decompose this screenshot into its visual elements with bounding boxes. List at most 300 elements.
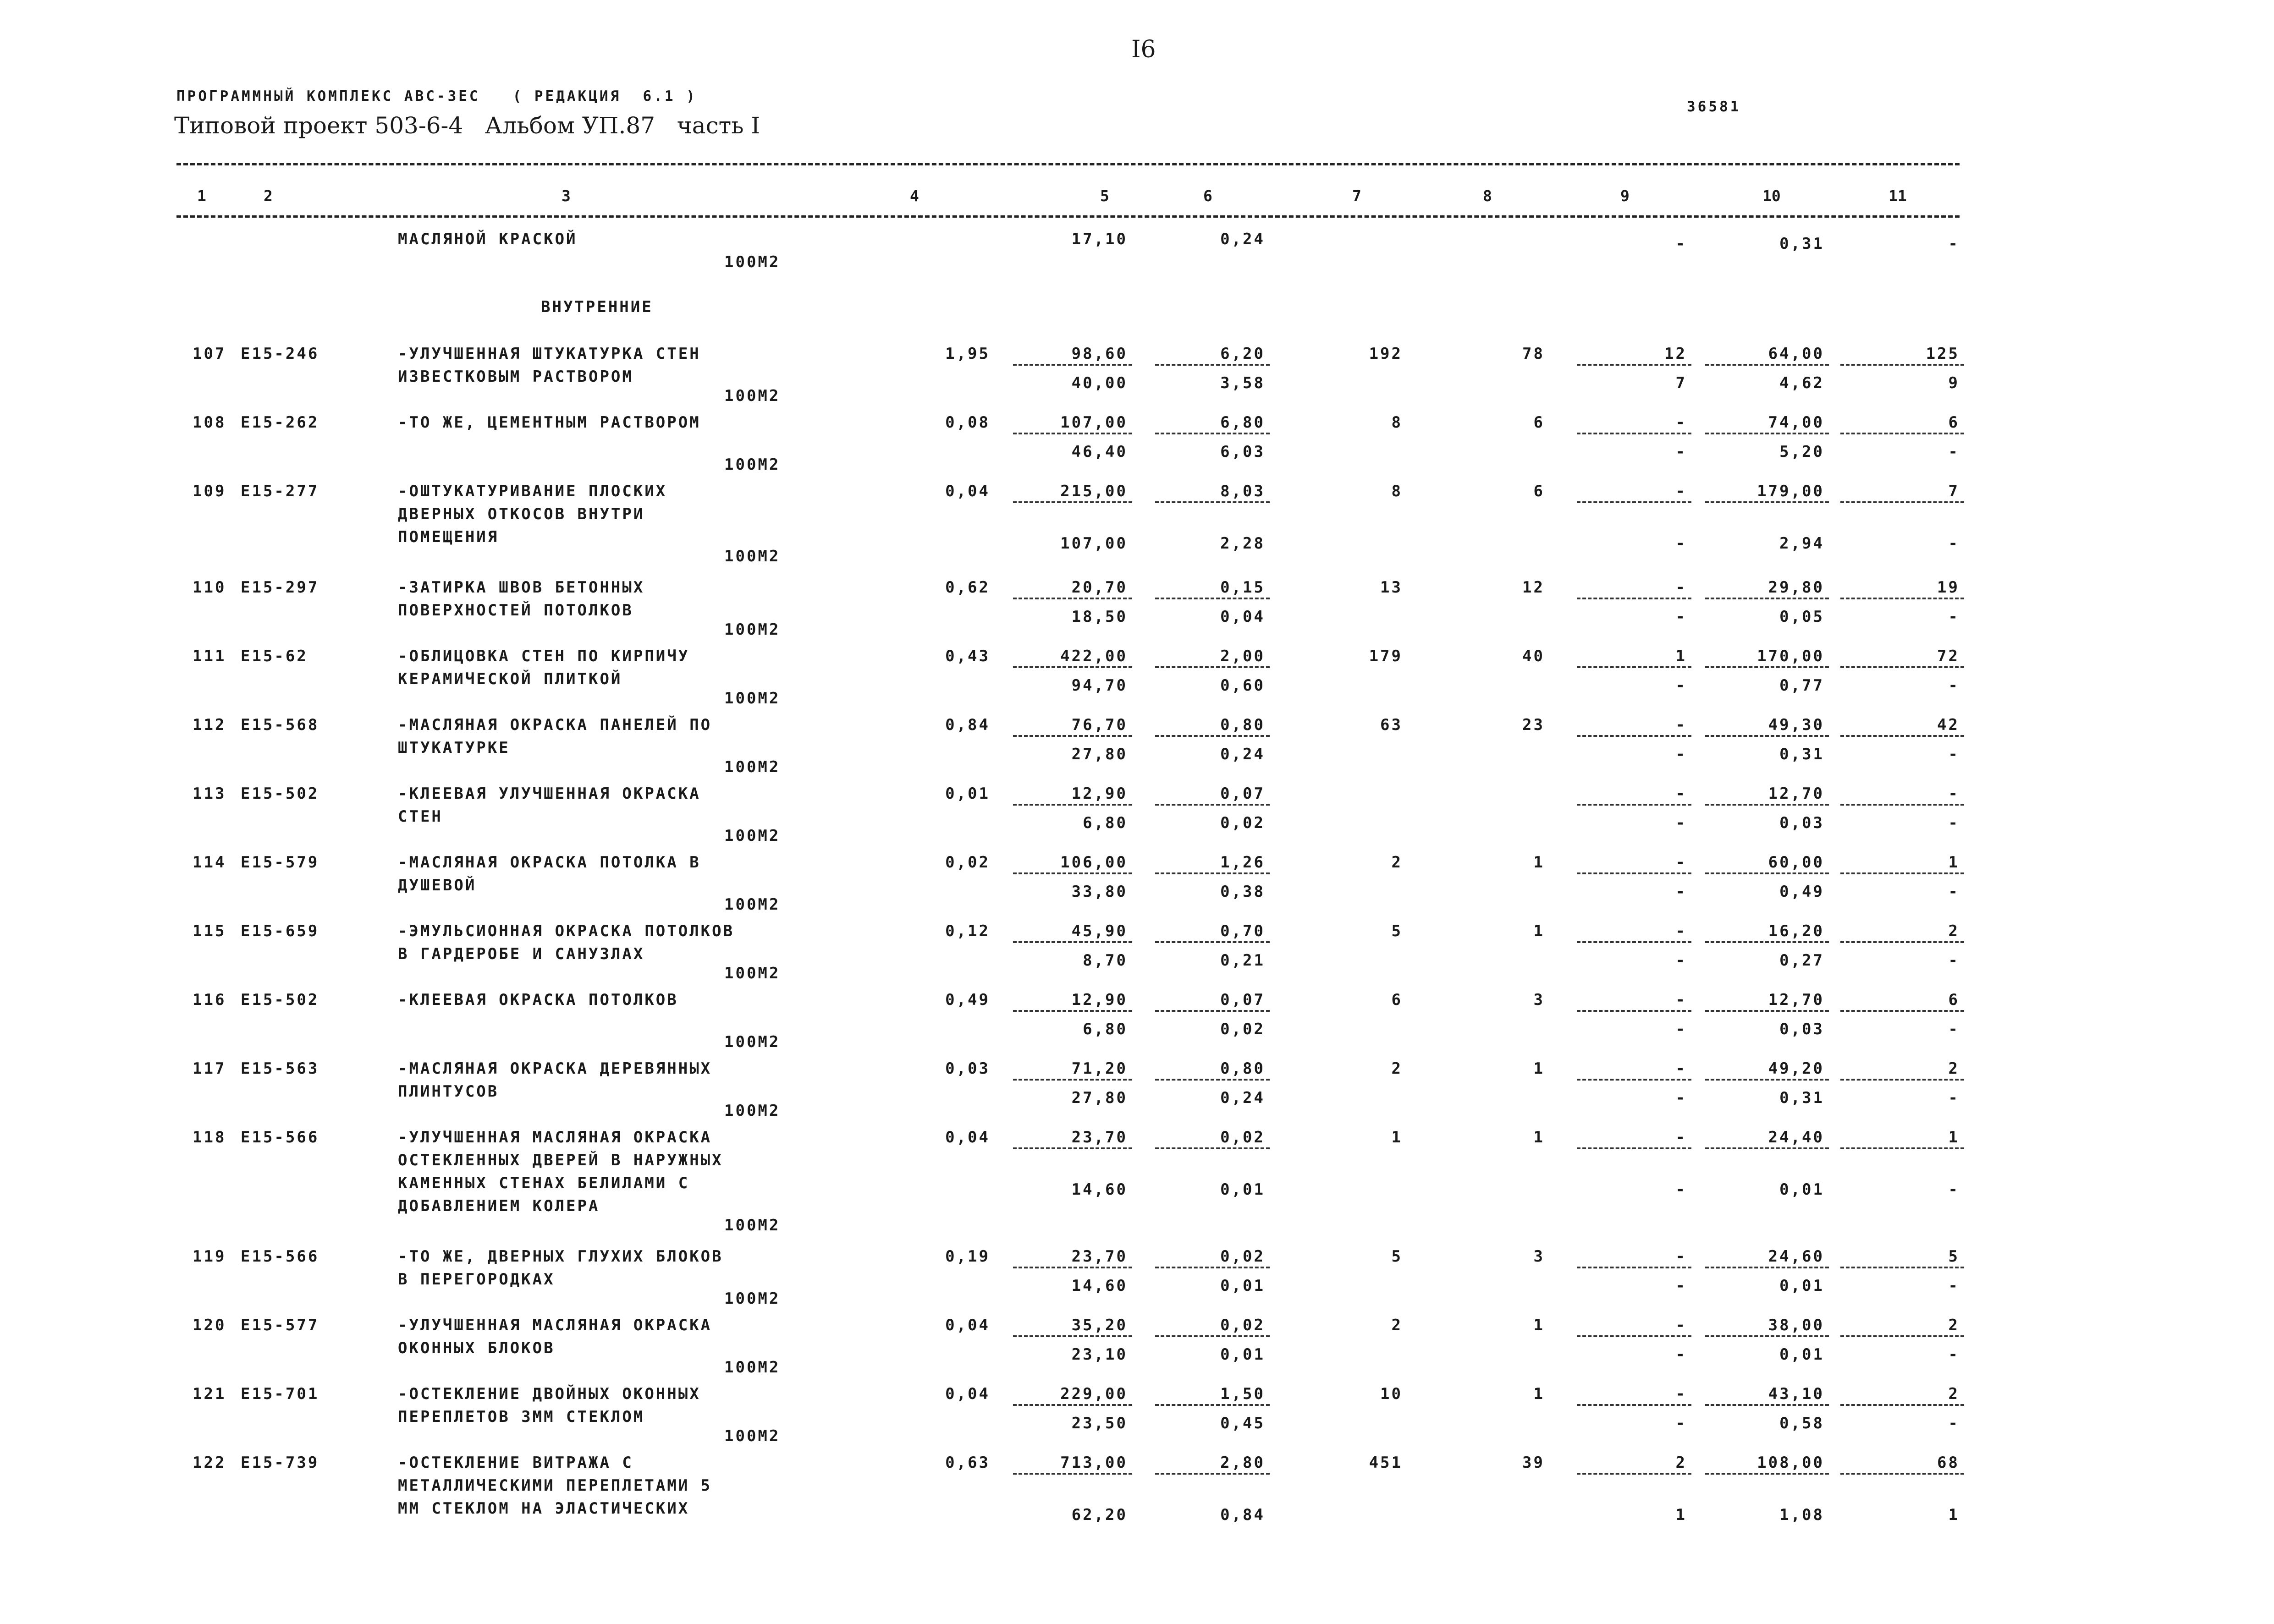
value-col11: - [1948, 235, 1960, 253]
value-col10: 170,00 [1757, 647, 1824, 665]
value-col7: 5 [1391, 922, 1403, 940]
cost-wage-secondary: 0,60 [1220, 676, 1265, 695]
subtotal-separator [1840, 941, 1964, 943]
value-col11-secondary: - [1948, 745, 1960, 763]
value-col11-secondary: - [1948, 883, 1960, 901]
subtotal-separator [1155, 1404, 1270, 1406]
cost-wage: 0,24 [1220, 230, 1265, 248]
value-col11-secondary: - [1948, 951, 1960, 970]
subtotal-separator [1155, 872, 1270, 874]
cost-base-secondary: 62,20 [1071, 1506, 1128, 1524]
subtotal-separator [1013, 1335, 1132, 1337]
cost-base-secondary: 18,50 [1071, 608, 1128, 626]
cost-base: 98,60 [1071, 345, 1128, 363]
column-number: 2 [264, 187, 273, 205]
item-description-line: В ПЕРЕГОРОДКАХ [398, 1270, 555, 1289]
item-code: Е15-62 [241, 647, 308, 665]
value-col9: - [1675, 1316, 1687, 1334]
subtotal-separator [1840, 1404, 1964, 1406]
cost-wage: 2,80 [1220, 1454, 1265, 1472]
value-col9: - [1675, 785, 1687, 803]
subtotal-separator [1840, 501, 1964, 503]
unit-of-measure: 100М2 [724, 1427, 781, 1445]
cost-base-secondary: 27,80 [1071, 745, 1128, 763]
value-col11-secondary: - [1948, 1277, 1960, 1295]
cost-wage-secondary: 0,02 [1220, 814, 1265, 832]
value-col11: 2 [1948, 922, 1960, 940]
value-col8: 6 [1533, 482, 1545, 500]
quantity: 0,49 [945, 991, 990, 1009]
subtotal-separator [1705, 598, 1829, 599]
subtotal-separator [1840, 1079, 1964, 1081]
item-description-line: ПОМЕЩЕНИЯ [398, 528, 499, 546]
value-col9: - [1675, 991, 1687, 1009]
value-col8: 1 [1533, 1385, 1545, 1403]
value-col7: 13 [1380, 578, 1403, 597]
unit-of-measure: 100М2 [724, 758, 781, 776]
subtotal-separator [1705, 1010, 1829, 1012]
quantity: 0,43 [945, 647, 990, 665]
document-number: 36581 [1687, 99, 1741, 115]
subtotal-separator [1705, 804, 1829, 806]
value-col11-secondary: - [1948, 814, 1960, 832]
cost-base-secondary: 6,80 [1083, 1020, 1128, 1038]
cost-base-secondary: 107,00 [1060, 534, 1128, 553]
item-description-line: -КЛЕЕВАЯ ОКРАСКА ПОТОЛКОВ [398, 991, 678, 1009]
cost-base: 12,90 [1071, 991, 1128, 1009]
value-col9: - [1675, 482, 1687, 500]
item-description-line: ПЕРЕПЛЕТОВ 3ММ СТЕКЛОМ [398, 1408, 645, 1426]
cost-wage-secondary: 2,28 [1220, 534, 1265, 553]
value-col11: 42 [1937, 716, 1960, 734]
value-col10: 12,70 [1768, 991, 1824, 1009]
value-col10-secondary: 0,01 [1779, 1345, 1824, 1364]
value-col11-secondary: - [1948, 1089, 1960, 1107]
value-col10: 64,00 [1768, 345, 1824, 363]
subtotal-separator [1840, 735, 1964, 737]
value-col11-secondary: 9 [1948, 374, 1960, 392]
value-col9-secondary: - [1675, 951, 1687, 970]
item-number: 120 [193, 1316, 226, 1334]
value-col10-secondary: 0,05 [1779, 608, 1824, 626]
value-col9-secondary: - [1675, 1089, 1687, 1107]
page-number: I6 [1131, 36, 1156, 63]
cost-base: 71,20 [1071, 1059, 1128, 1078]
item-description-line: СТЕН [398, 807, 443, 826]
value-col8: 3 [1533, 1247, 1545, 1266]
value-col9: - [1675, 716, 1687, 734]
subtotal-separator [1013, 1473, 1132, 1475]
column-number: 6 [1203, 187, 1212, 205]
cost-base: 106,00 [1060, 853, 1128, 872]
cost-base: 107,00 [1060, 413, 1128, 432]
cost-base: 422,00 [1060, 647, 1128, 665]
column-number: 1 [197, 187, 206, 205]
value-col9-secondary: - [1675, 443, 1687, 461]
cost-wage: 0,70 [1220, 922, 1265, 940]
subtotal-separator [1840, 1267, 1964, 1268]
item-number: 119 [193, 1247, 226, 1266]
item-code: Е15-566 [241, 1128, 319, 1147]
subtotal-separator [1577, 941, 1691, 943]
item-description-line: -МАСЛЯНАЯ ОКРАСКА ПОТОЛКА В [398, 853, 701, 872]
quantity: 0,01 [945, 785, 990, 803]
cost-wage-secondary: 0,21 [1220, 951, 1265, 970]
value-col11: 68 [1937, 1454, 1960, 1472]
subtotal-separator [1705, 735, 1829, 737]
cost-wage: 8,03 [1220, 482, 1265, 500]
subtotal-separator [1013, 1147, 1132, 1149]
item-code: Е15-701 [241, 1385, 319, 1403]
subtotal-separator [1155, 364, 1270, 366]
item-description-line: -ЗАТИРКА ШВОВ БЕТОННЫХ [398, 578, 645, 597]
value-col7: 8 [1391, 482, 1403, 500]
value-col10: 74,00 [1768, 413, 1824, 432]
subtotal-separator [1840, 598, 1964, 599]
value-col9-secondary: - [1675, 1277, 1687, 1295]
value-col10-secondary: 0,31 [1779, 1089, 1824, 1107]
unit-of-measure: 100М2 [724, 1102, 781, 1120]
item-number: 112 [193, 716, 226, 734]
value-col11-secondary: - [1948, 1180, 1960, 1199]
cost-wage-secondary: 0,01 [1220, 1345, 1265, 1364]
unit-of-measure: 100М2 [724, 689, 781, 708]
unit-of-measure: 100М2 [724, 547, 781, 565]
item-description-line: -УЛУЧШЕННАЯ МАСЛЯНАЯ ОКРАСКА [398, 1128, 712, 1147]
quantity: 0,84 [945, 716, 990, 734]
value-col9: - [1675, 235, 1687, 253]
item-code: Е15-277 [241, 482, 319, 500]
subtotal-separator [1705, 1404, 1829, 1406]
column-number: 8 [1483, 187, 1492, 205]
subtotal-separator [1840, 666, 1964, 668]
value-col9-secondary: - [1675, 883, 1687, 901]
value-col7: 179 [1369, 647, 1403, 665]
value-col9-secondary: - [1675, 534, 1687, 553]
value-col9-secondary: 1 [1675, 1506, 1687, 1524]
value-col11: - [1948, 785, 1960, 803]
value-col9: 2 [1675, 1454, 1687, 1472]
unit-of-measure: 100М2 [724, 1358, 781, 1377]
subtotal-separator [1577, 501, 1691, 503]
value-col10-secondary: 0,58 [1779, 1414, 1824, 1432]
subtotal-separator [1155, 1473, 1270, 1475]
value-col9: - [1675, 1128, 1687, 1147]
column-number: 4 [910, 187, 919, 205]
value-col7: 451 [1369, 1454, 1403, 1472]
subtotal-separator [1155, 804, 1270, 806]
value-col9-secondary: - [1675, 1345, 1687, 1364]
value-col7: 10 [1380, 1385, 1403, 1403]
unit-of-measure: 100М2 [724, 620, 781, 639]
subtotal-separator [1577, 1079, 1691, 1081]
value-col8: 40 [1522, 647, 1545, 665]
value-col8: 6 [1533, 413, 1545, 432]
value-col9-secondary: - [1675, 1020, 1687, 1038]
value-col11: 2 [1948, 1059, 1960, 1078]
cost-base-secondary: 23,10 [1071, 1345, 1128, 1364]
item-code: Е15-563 [241, 1059, 319, 1078]
quantity: 0,62 [945, 578, 990, 597]
project-subtitle: Типовой проект 503-6-4 Альбом УП.87 часть I [174, 112, 760, 139]
subtotal-separator [1705, 1267, 1829, 1268]
value-col9: 1 [1675, 647, 1687, 665]
cost-base: 23,70 [1071, 1247, 1128, 1266]
cost-base: 20,70 [1071, 578, 1128, 597]
cost-wage-secondary: 3,58 [1220, 374, 1265, 392]
subtotal-separator [1840, 804, 1964, 806]
value-col9-secondary: - [1675, 1180, 1687, 1199]
value-col7: 2 [1391, 1059, 1403, 1078]
subtotal-separator [1013, 598, 1132, 599]
subtotal-separator [1577, 598, 1691, 599]
value-col11: 5 [1948, 1247, 1960, 1266]
value-col11-secondary: - [1948, 608, 1960, 626]
subtotal-separator [1013, 364, 1132, 366]
subtotal-separator [1155, 1267, 1270, 1268]
table-header-rule [176, 215, 1960, 218]
item-number: 110 [193, 578, 226, 597]
subtotal-separator [1705, 364, 1829, 366]
value-col10-secondary: 0,01 [1779, 1180, 1824, 1199]
item-code: Е15-262 [241, 413, 319, 432]
item-number: 114 [193, 853, 226, 872]
item-description-line: КЕРАМИЧЕСКОЙ ПЛИТКОЙ [398, 670, 622, 688]
table-top-rule [176, 163, 1960, 165]
subtotal-separator [1577, 1010, 1691, 1012]
value-col10: 43,10 [1768, 1385, 1824, 1403]
item-number: 117 [193, 1059, 226, 1078]
cost-base: 35,20 [1071, 1316, 1128, 1334]
subtotal-separator [1013, 501, 1132, 503]
value-col10: 24,60 [1768, 1247, 1824, 1266]
value-col7: 5 [1391, 1247, 1403, 1266]
item-description-line: МАСЛЯНОЙ КРАСКОЙ [398, 230, 578, 248]
quantity: 0,04 [945, 482, 990, 500]
unit-of-measure: 100М2 [724, 387, 781, 405]
quantity: 0,02 [945, 853, 990, 872]
subtotal-separator [1705, 1473, 1829, 1475]
subtotal-separator [1155, 598, 1270, 599]
value-col10-secondary: 0,01 [1779, 1277, 1824, 1295]
item-number: 109 [193, 482, 226, 500]
cost-wage: 0,07 [1220, 991, 1265, 1009]
value-col10-secondary: 0,03 [1779, 1020, 1824, 1038]
subtotal-separator [1155, 1147, 1270, 1149]
value-col9-secondary: - [1675, 608, 1687, 626]
subtotal-separator [1577, 735, 1691, 737]
value-col11-secondary: - [1948, 1020, 1960, 1038]
cost-wage-secondary: 0,38 [1220, 883, 1265, 901]
value-col10: 0,31 [1779, 235, 1824, 253]
subtotal-separator [1577, 1335, 1691, 1337]
value-col11: 19 [1937, 578, 1960, 597]
cost-base-secondary: 46,40 [1071, 443, 1128, 461]
quantity: 0,03 [945, 1059, 990, 1078]
cost-wage: 6,80 [1220, 413, 1265, 432]
subtotal-separator [1155, 1079, 1270, 1081]
item-description-line: -ТО ЖЕ, ЦЕМЕНТНЫМ РАСТВОРОМ [398, 413, 701, 432]
value-col9-secondary: - [1675, 1414, 1687, 1432]
item-description-line: ММ СТЕКЛОМ НА ЭЛАСТИЧЕСКИХ [398, 1499, 690, 1518]
item-code: Е15-502 [241, 785, 319, 803]
value-col8: 1 [1533, 1316, 1545, 1334]
subtotal-separator [1840, 1147, 1964, 1149]
item-code: Е15-566 [241, 1247, 319, 1266]
column-number: 9 [1620, 187, 1630, 205]
value-col11: 1 [1948, 1128, 1960, 1147]
value-col10: 24,40 [1768, 1128, 1824, 1147]
value-col11: 6 [1948, 413, 1960, 432]
cost-base-secondary: 14,60 [1071, 1277, 1128, 1295]
cost-wage: 0,80 [1220, 716, 1265, 734]
item-code: Е15-502 [241, 991, 319, 1009]
section-title: ВНУТРЕННИЕ [541, 298, 653, 316]
value-col7: 63 [1380, 716, 1403, 734]
column-number: 7 [1352, 187, 1361, 205]
cost-wage-secondary: 0,04 [1220, 608, 1265, 626]
item-description-line: -МАСЛЯНАЯ ОКРАСКА ПАНЕЛЕЙ ПО [398, 716, 712, 734]
subtotal-separator [1577, 433, 1691, 434]
item-description-line: -ЭМУЛЬСИОННАЯ ОКРАСКА ПОТОЛКОВ [398, 922, 735, 940]
subtotal-separator [1013, 735, 1132, 737]
value-col10-secondary: 2,94 [1779, 534, 1824, 553]
value-col8: 39 [1522, 1454, 1545, 1472]
item-description-line: КАМЕННЫХ СТЕНАХ БЕЛИЛАМИ С [398, 1174, 690, 1192]
value-col10-secondary: 5,20 [1779, 443, 1824, 461]
cost-wage-secondary: 0,84 [1220, 1506, 1265, 1524]
cost-wage-secondary: 0,24 [1220, 1089, 1265, 1107]
subtotal-separator [1705, 1079, 1829, 1081]
item-number: 108 [193, 413, 226, 432]
value-col7: 192 [1369, 345, 1403, 363]
cost-wage-secondary: 0,01 [1220, 1180, 1265, 1199]
subtotal-separator [1840, 364, 1964, 366]
value-col10-secondary: 0,31 [1779, 745, 1824, 763]
cost-base-secondary: 14,60 [1071, 1180, 1128, 1199]
value-col10: 29,80 [1768, 578, 1824, 597]
item-number: 113 [193, 785, 226, 803]
value-col7: 2 [1391, 853, 1403, 872]
value-col10: 108,00 [1757, 1454, 1824, 1472]
value-col10: 12,70 [1768, 785, 1824, 803]
unit-of-measure: 100М2 [724, 895, 781, 914]
subtotal-separator [1840, 1335, 1964, 1337]
value-col11: 7 [1948, 482, 1960, 500]
value-col11: 2 [1948, 1385, 1960, 1403]
value-col11-secondary: - [1948, 676, 1960, 695]
value-col8: 12 [1522, 578, 1545, 597]
value-col11: 2 [1948, 1316, 1960, 1334]
cost-base-secondary: 6,80 [1083, 814, 1128, 832]
subtotal-separator [1705, 941, 1829, 943]
column-number: 5 [1100, 187, 1109, 205]
item-code: Е15-297 [241, 578, 319, 597]
quantity: 0,63 [945, 1454, 990, 1472]
subtotal-separator [1013, 1079, 1132, 1081]
subtotal-separator [1013, 666, 1132, 668]
cost-wage: 2,00 [1220, 647, 1265, 665]
cost-base-secondary: 40,00 [1071, 374, 1128, 392]
cost-base-secondary: 27,80 [1071, 1089, 1128, 1107]
value-col9: - [1675, 1247, 1687, 1266]
subtotal-separator [1013, 872, 1132, 874]
value-col10: 60,00 [1768, 853, 1824, 872]
subtotal-separator [1013, 1010, 1132, 1012]
item-description-line: ОСТЕКЛЕННЫХ ДВЕРЕЙ В НАРУЖНЫХ [398, 1151, 723, 1169]
value-col10-secondary: 1,08 [1779, 1506, 1824, 1524]
value-col8: 23 [1522, 716, 1545, 734]
column-number: 10 [1762, 187, 1781, 205]
value-col10-secondary: 0,77 [1779, 676, 1824, 695]
value-col9-secondary: - [1675, 814, 1687, 832]
item-description-line: -ОСТЕКЛЕНИЕ ВИТРАЖА С [398, 1454, 633, 1472]
subtotal-separator [1840, 1473, 1964, 1475]
item-code: Е15-739 [241, 1454, 319, 1472]
cost-base-secondary: 94,70 [1071, 676, 1128, 695]
cost-wage: 0,02 [1220, 1316, 1265, 1334]
cost-wage: 1,26 [1220, 853, 1265, 872]
value-col8: 1 [1533, 1128, 1545, 1147]
cost-base: 229,00 [1060, 1385, 1128, 1403]
item-description-line: -ОШТУКАТУРИВАНИЕ ПЛОСКИХ [398, 482, 667, 500]
unit-of-measure: 100М2 [724, 964, 781, 982]
cost-base: 45,90 [1071, 922, 1128, 940]
item-description-line: -ТО ЖЕ, ДВЕРНЫХ ГЛУХИХ БЛОКОВ [398, 1247, 723, 1266]
cost-wage-secondary: 0,01 [1220, 1277, 1265, 1295]
value-col9: - [1675, 922, 1687, 940]
value-col10-secondary: 0,27 [1779, 951, 1824, 970]
cost-wage-secondary: 0,45 [1220, 1414, 1265, 1432]
value-col10: 38,00 [1768, 1316, 1824, 1334]
cost-base-secondary: 23,50 [1071, 1414, 1128, 1432]
quantity: 0,04 [945, 1385, 990, 1403]
quantity: 1,95 [945, 345, 990, 363]
value-col9: - [1675, 413, 1687, 432]
cost-wage-secondary: 0,02 [1220, 1020, 1265, 1038]
item-description-line: -УЛУЧШЕННАЯ МАСЛЯНАЯ ОКРАСКА [398, 1316, 712, 1334]
value-col11-secondary: - [1948, 1345, 1960, 1364]
value-col8: 78 [1522, 345, 1545, 363]
cost-wage: 0,80 [1220, 1059, 1265, 1078]
subtotal-separator [1577, 1267, 1691, 1268]
subtotal-separator [1155, 735, 1270, 737]
subtotal-separator [1013, 941, 1132, 943]
unit-of-measure: 100М2 [724, 1289, 781, 1308]
subtotal-separator [1577, 872, 1691, 874]
cost-wage: 0,02 [1220, 1128, 1265, 1147]
item-code: Е15-577 [241, 1316, 319, 1334]
cost-wage: 0,15 [1220, 578, 1265, 597]
item-description-line: ПОВЕРХНОСТЕЙ ПОТОЛКОВ [398, 601, 633, 620]
subtotal-separator [1013, 1404, 1132, 1406]
value-col7: 2 [1391, 1316, 1403, 1334]
cost-base: 17,10 [1071, 230, 1128, 248]
item-description-line: -ОБЛИЦОВКА СТЕН ПО КИРПИЧУ [398, 647, 690, 665]
subtotal-separator [1840, 872, 1964, 874]
subtotal-separator [1013, 804, 1132, 806]
cost-wage: 6,20 [1220, 345, 1265, 363]
value-col11: 125 [1926, 345, 1960, 363]
value-col10: 179,00 [1757, 482, 1824, 500]
item-description-line: ДОБАВЛЕНИЕМ КОЛЕРА [398, 1197, 600, 1215]
item-code: Е15-659 [241, 922, 319, 940]
subtotal-separator [1705, 1335, 1829, 1337]
cost-base-secondary: 33,80 [1071, 883, 1128, 901]
program-header: ПРОГРАММНЫЙ КОМПЛЕКС АВС-3ЕС ( РЕДАКЦИЯ 6.1 ) [176, 88, 697, 104]
value-col9: 12 [1664, 345, 1687, 363]
subtotal-separator [1705, 433, 1829, 434]
